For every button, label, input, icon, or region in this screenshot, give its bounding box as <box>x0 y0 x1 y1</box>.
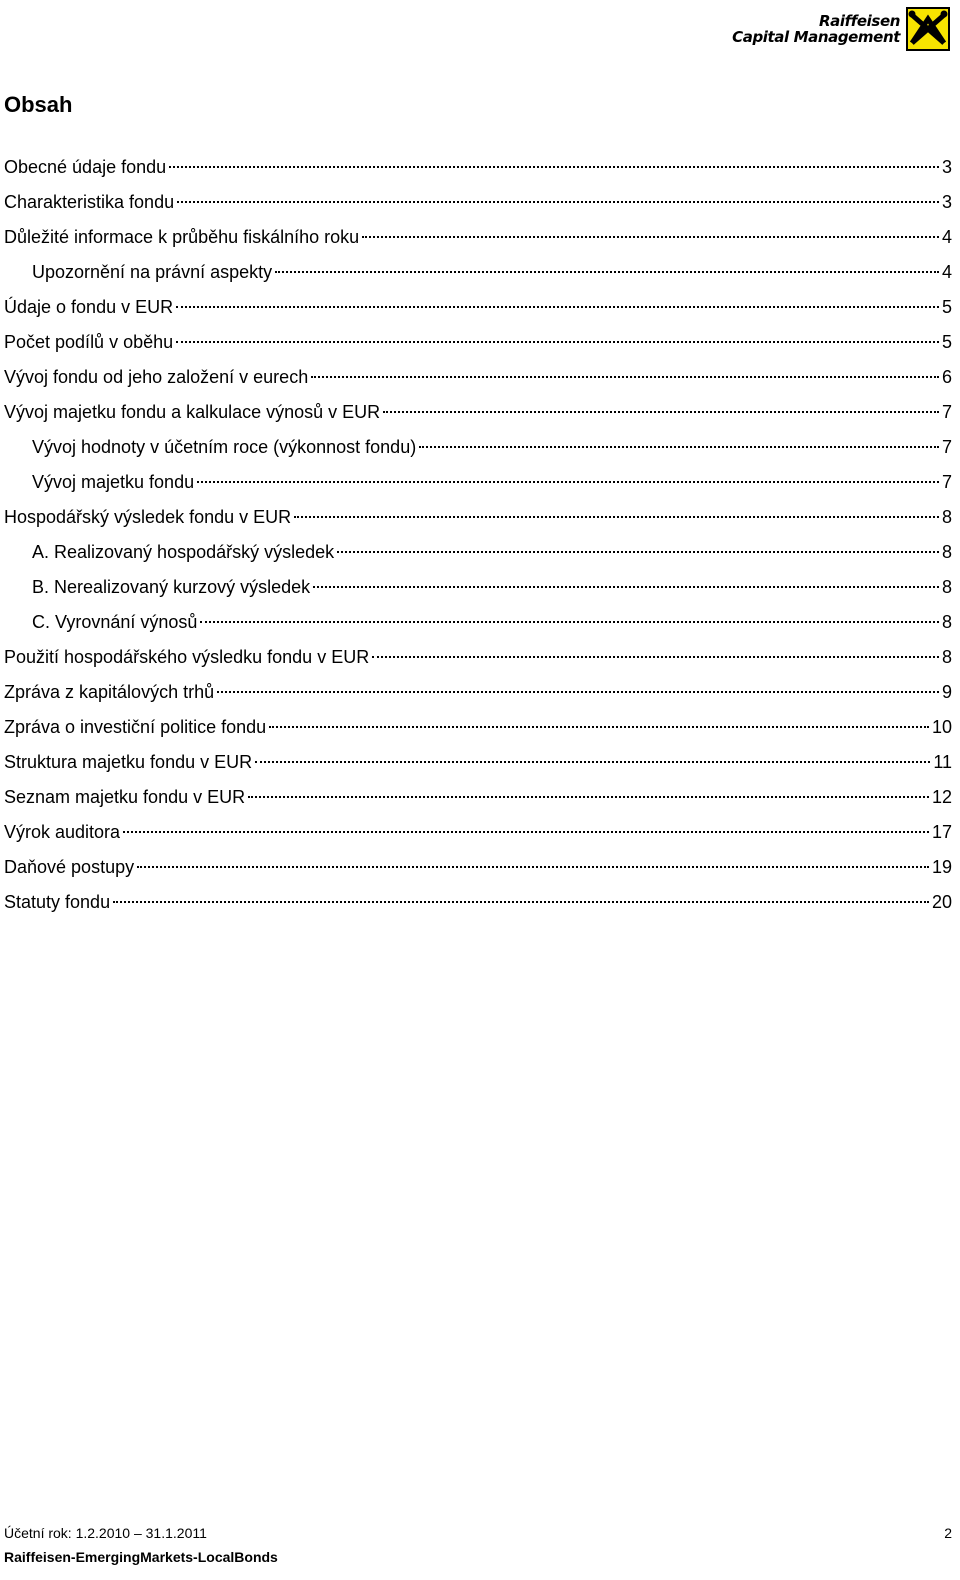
raiffeisen-gable-cross-icon <box>906 7 950 51</box>
toc-entry-title: Hospodářský výsledek fondu v EUR <box>4 507 292 527</box>
toc-dot-leader <box>294 516 939 518</box>
toc-entry-title: Obecné údaje fondu <box>4 157 167 177</box>
toc-entry[interactable] <box>4 360 952 395</box>
toc-entry-page: 8 <box>941 577 952 597</box>
toc-entry[interactable] <box>4 325 952 360</box>
toc-entry[interactable] <box>4 535 952 570</box>
toc-entry-page: 8 <box>941 647 952 667</box>
toc-entry-page: 19 <box>931 857 952 877</box>
toc-entry[interactable] <box>4 150 952 185</box>
toc-entry[interactable] <box>4 430 952 465</box>
toc-entry-page: 7 <box>941 402 952 422</box>
toc-dot-leader <box>311 376 939 378</box>
toc-entry-title: Vývoj majetku fondu <box>32 472 195 492</box>
toc-entry-page: 3 <box>941 157 952 177</box>
toc-dot-leader <box>197 481 939 483</box>
page-footer <box>4 1524 952 1566</box>
toc-entry[interactable] <box>4 290 952 325</box>
toc-entry-page: 4 <box>941 227 952 247</box>
toc-entry-page: 3 <box>941 192 952 212</box>
toc-entry[interactable] <box>4 395 952 430</box>
toc-dot-leader <box>113 901 929 903</box>
toc-entry[interactable] <box>4 500 952 535</box>
toc-entry-page: 7 <box>941 472 952 492</box>
toc-entry[interactable] <box>4 465 952 500</box>
toc-entry-page: 17 <box>931 822 952 842</box>
toc-entry-page: 12 <box>931 787 952 807</box>
table-of-contents <box>4 150 952 920</box>
toc-entry-page: 9 <box>941 682 952 702</box>
toc-dot-leader <box>177 201 939 203</box>
logo-text <box>732 13 900 45</box>
fund-name: Raiffeisen-EmergingMarkets-LocalBonds <box>4 1549 278 1565</box>
fiscal-period: Účetní rok: 1.2.2010 – 31.1.2011 <box>4 1525 207 1541</box>
toc-entry[interactable] <box>4 605 952 640</box>
toc-entry[interactable] <box>4 710 952 745</box>
toc-entry-title: Použití hospodářského výsledku fondu v EUR <box>4 647 370 667</box>
toc-dot-leader <box>255 761 930 763</box>
toc-dot-leader <box>362 236 939 238</box>
toc-entry-title: Údaje o fondu v EUR <box>4 297 174 317</box>
toc-entry-title: Charakteristika fondu <box>4 192 175 212</box>
toc-entry-title: Upozornění na právní aspekty <box>32 262 273 282</box>
toc-entry[interactable] <box>4 745 952 780</box>
toc-entry-title: Zpráva z kapitálových trhů <box>4 682 215 702</box>
toc-entry-page: 4 <box>941 262 952 282</box>
toc-entry-page: 5 <box>941 297 952 317</box>
toc-dot-leader <box>419 446 939 448</box>
toc-entry-title: Vývoj hodnoty v účetním roce (výkonnost fondu) <box>32 437 417 457</box>
toc-entry[interactable] <box>4 780 952 815</box>
toc-entry-page: 5 <box>941 332 952 352</box>
toc-entry-title: Struktura majetku fondu v EUR <box>4 752 253 772</box>
toc-entry-title: Seznam majetku fondu v EUR <box>4 787 246 807</box>
toc-dot-leader <box>217 691 939 693</box>
toc-entry-title: B. Nerealizovaný kurzový výsledek <box>32 577 311 597</box>
toc-entry-title: Výrok auditora <box>4 822 121 842</box>
toc-dot-leader <box>176 341 939 343</box>
page-title: Obsah <box>4 92 73 117</box>
toc-entry-title: C. Vyrovnání výnosů <box>32 612 198 632</box>
toc-dot-leader <box>383 411 939 413</box>
toc-entry-page: 11 <box>933 752 952 772</box>
toc-dot-leader <box>137 866 929 868</box>
toc-entry[interactable] <box>4 815 952 850</box>
toc-entry[interactable] <box>4 255 952 290</box>
logo-line-1: Raiffeisen <box>819 12 900 30</box>
toc-entry-page: 20 <box>931 892 952 912</box>
toc-dot-leader <box>313 586 939 588</box>
toc-entry[interactable] <box>4 640 952 675</box>
toc-dot-leader <box>248 796 929 798</box>
toc-dot-leader <box>123 831 929 833</box>
logo-line-2: Capital Management <box>732 28 900 46</box>
toc-entry[interactable] <box>4 850 952 885</box>
toc-entry-title: Vývoj majetku fondu a kalkulace výnosů v EUR <box>4 402 381 422</box>
toc-entry[interactable] <box>4 220 952 255</box>
toc-entry[interactable] <box>4 885 952 920</box>
toc-entry[interactable] <box>4 570 952 605</box>
toc-entry-page: 8 <box>941 507 952 527</box>
toc-dot-leader <box>337 551 939 553</box>
toc-entry-title: Statuty fondu <box>4 892 111 912</box>
company-logo <box>732 6 950 52</box>
toc-entry-page: 8 <box>941 542 952 562</box>
toc-dot-leader <box>372 656 939 658</box>
toc-dot-leader <box>200 621 939 623</box>
toc-entry[interactable] <box>4 185 952 220</box>
toc-dot-leader <box>169 166 939 168</box>
toc-dot-leader <box>275 271 939 273</box>
toc-entry-title: Zpráva o investiční politice fondu <box>4 717 267 737</box>
toc-entry-page: 7 <box>941 437 952 457</box>
toc-entry-page: 8 <box>941 612 952 632</box>
toc-entry-title: Počet podílů v oběhu <box>4 332 174 352</box>
toc-entry-title: Daňové postupy <box>4 857 135 877</box>
page-number: 2 <box>944 1525 952 1541</box>
toc-entry-title: Důležité informace k průběhu fiskálního roku <box>4 227 360 247</box>
toc-entry-title: Vývoj fondu od jeho založení v eurech <box>4 367 309 387</box>
toc-dot-leader <box>269 726 929 728</box>
toc-entry-page: 6 <box>941 367 952 387</box>
toc-entry-page: 10 <box>931 717 952 737</box>
toc-dot-leader <box>176 306 939 308</box>
toc-entry-title: A. Realizovaný hospodářský výsledek <box>32 542 335 562</box>
toc-entry[interactable] <box>4 675 952 710</box>
